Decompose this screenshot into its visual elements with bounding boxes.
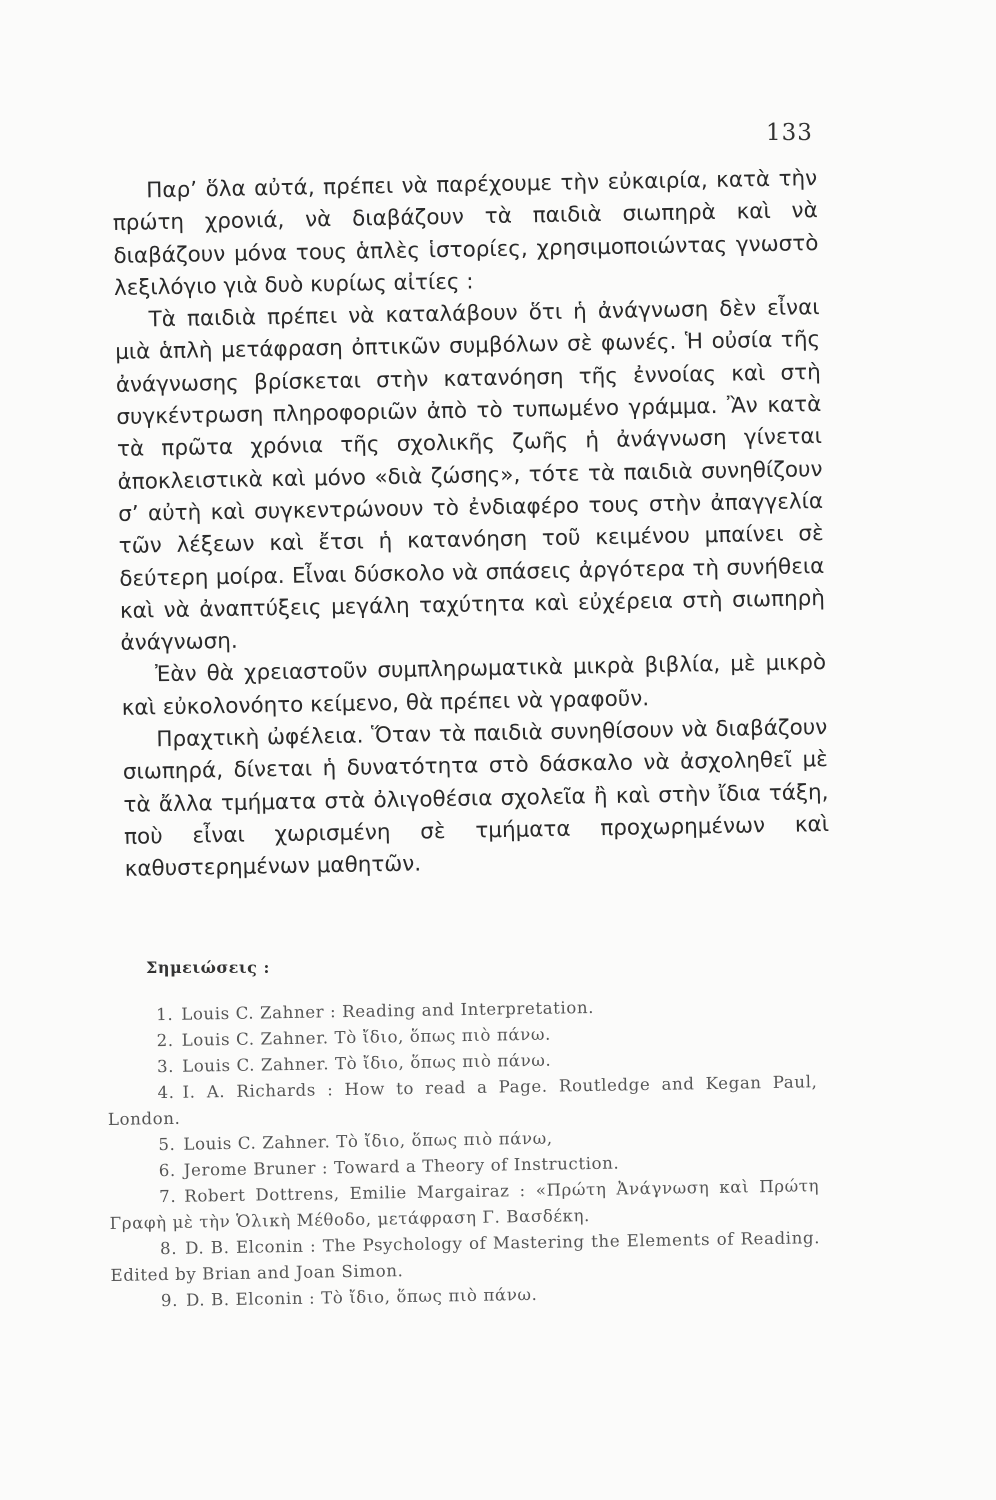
paragraph-4: Πραχτικὴ ὠφέλεια. Ὅταν τὰ παιδιὰ συνηθίσουν νὰ διαβάζουν σιωπηρά, δίνεται ἡ δυνατότητα στὸ δάσκαλο νὰ ἀσχοληθεῖ μὲ τὰ ἄλλα τμήματα στὰ ὀλιγοθέσια σχολεῖα ἢ καὶ στὴν ἴδια τάξη, ποὺ εἶναι χωρισμένη σὲ τμήματα προχωρημένων καὶ καθυστερημένων μαθητῶν. [122,715,830,883]
note-text: Louis C. Zahner. Τὸ ἴδιο, ὅπως πιὸ πάνω. [181,1024,552,1050]
note-text: I. A. Richards : How to read a Page. Routledge and Kegan Paul, London. [107,1072,818,1129]
notes-list [106,991,821,1315]
page-number: 133 [766,120,813,146]
note-text: Louis C. Zahner : Reading and Interpretation. [181,997,595,1024]
paragraph-3: Ἐὰν θὰ χρειαστοῦν συμπληρωματικὰ μικρὰ βιβλία, μὲ μικρὸ καὶ εὐκολονόητο κείμενο, θὰ πρέπει νὰ γραφοῦν. [121,650,827,721]
note-number: 3. [156,1056,175,1077]
note-text: D. B. Elconin : Τὸ ἴδιο, ὅπως πιὸ πάνω. [185,1284,538,1310]
paragraph-2: Τὰ παιδιὰ πρέπει νὰ καταλάβουν ὅτι ἡ ἀνάγνωση δὲν εἶναι μιὰ ἁπλὴ μετάφραση ὀπτικῶν συμβόλων σὲ φωνές. Ἡ οὐσία τῆς ἀνάγνωσης βρίσκεται στὴν κατανόηση τῆς ἐννοίας καὶ στὴ συγκέντρωση πληροφοριῶν ἀπὸ τὸ τυπωμένο γράμμα. Ἂν κατὰ τὰ πρῶτα χρόνια τῆς σχολικῆς ζωῆς ἡ ἀνάγνωση γίνεται ἀποκλειστικὰ καὶ μόνο «διὰ ζώσης», τότε τὰ παιδιὰ συνηθίζουν σ’ αὐτὴ καὶ συγκεντρώνουν τὸ ἐνδιαφέρο τους στὴν ἀπαγγελία τῶν λέξεων καὶ ἔτσι ἡ κατανόηση τοῦ κειμένου μπαίνει σὲ δεύτερη μοίρα. Εἶναι δύσκολο νὰ σπάσεις ἀργότερα τὴ συνήθεια καὶ νὰ ἀναπτύξεις μεγάλη ταχύτητα καὶ εὐχέρεια στὴ σιωπηρὴ ἀνάγνωση. [115,295,826,657]
note-text: Louis C. Zahner. Τὸ ἴδιο, ὅπως πιὸ πάνω, [183,1128,553,1154]
note-text: Louis C. Zahner. Τὸ ἴδιο, ὅπως πιὸ πάνω. [181,1050,552,1076]
note-number: 6. [158,1160,176,1181]
note-number: 8. [159,1238,178,1259]
note-number: 4. [157,1082,175,1103]
note-number: 2. [156,1030,174,1051]
note-text: D. B. Elconin : The Psychology of Mastering the Elements of Reading. Edited by Brian and Joan Simon. [110,1228,821,1285]
note-number: 1. [156,1004,174,1025]
note-text: Jerome Bruner : Toward a Theory of Instruction. [183,1153,620,1180]
note-number: 9. [160,1290,179,1311]
paragraph-1: Παρ’ ὅλα αὐτά, πρέπει νὰ παρέχουμε τὴν εὐκαιρία, κατὰ τὴν πρώτη χρονιά, νὰ διαβάζουν τὰ παιδιὰ σιωπηρὰ καὶ νὰ διαβάζουν μόνα τους ἁπλὲς ἱστορίες, χρησιμοποιώντας γνωστὸ λεξιλόγιο γιὰ δυὸ κυρίως αἰτίες : [112,166,819,301]
note-number: 5. [158,1134,176,1155]
body-text [112,163,830,886]
note-number: 7. [159,1186,177,1207]
notes-heading: Σημειώσεις : [146,958,270,977]
note-text: Robert Dottrens, Emilie Margairaz : «Πρώτη Ἀνάγνωση καὶ Πρώτη Γραφὴ μὲ τὴν Ὁλικὴ Μέθοδο, μετάφραση Γ. Βασδέκη. [109,1176,820,1233]
